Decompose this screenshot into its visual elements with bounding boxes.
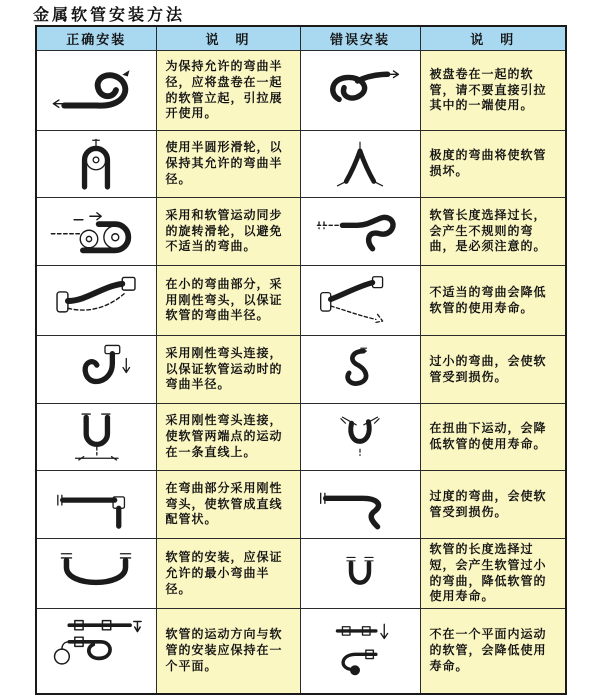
correct-image-cell bbox=[36, 336, 156, 404]
twisted-motion-icon bbox=[318, 409, 402, 465]
table-row bbox=[36, 336, 566, 404]
table-row bbox=[36, 609, 566, 694]
same-plane-motion-icon bbox=[45, 616, 147, 686]
table-row bbox=[36, 51, 566, 131]
correct-image-cell bbox=[36, 609, 156, 694]
table-row bbox=[36, 404, 566, 471]
wrong-image-cell bbox=[300, 198, 420, 266]
header-wrong-desc: 说 明 bbox=[420, 26, 566, 51]
correct-desc: 采用刚性弯头连接，以保证软管运动时的弯曲半径。 bbox=[156, 336, 300, 404]
synchronized-rotating-pulley-icon bbox=[46, 204, 146, 260]
too-small-bend-icon bbox=[320, 341, 400, 399]
page-title: 金属软管安装方法 bbox=[33, 5, 186, 24]
wrong-desc: 过小的弯曲，会使软管受到损伤。 bbox=[420, 336, 566, 404]
wrong-image-cell bbox=[300, 609, 420, 694]
minimum-bend-radius-icon bbox=[46, 547, 146, 601]
header-wrong-install: 错误安装 bbox=[300, 26, 420, 51]
inline-endpoint-motion-icon bbox=[51, 409, 141, 465]
correct-image-cell bbox=[36, 471, 156, 539]
table-row bbox=[36, 539, 566, 609]
correct-image-cell bbox=[36, 198, 156, 266]
correct-desc: 软管的运动方向与软管的安装应保持在一个平面。 bbox=[156, 609, 300, 694]
correct-desc: 采用刚性弯头连接，使软管两端点的运动在一条直线上。 bbox=[156, 404, 300, 471]
wrong-image-cell bbox=[300, 539, 420, 609]
header-correct-desc: 说 明 bbox=[156, 26, 300, 51]
extreme-bend-icon bbox=[320, 135, 400, 193]
rigid-elbow-connection-icon bbox=[51, 341, 141, 399]
straight-piping-elbow-icon bbox=[45, 479, 147, 531]
wrong-desc: 极度的弯曲将使软管损坏。 bbox=[420, 131, 566, 198]
improper-bend-icon bbox=[314, 272, 406, 330]
wrong-desc: 在扭曲下运动，会降低软管的使用寿命。 bbox=[420, 404, 566, 471]
too-short-hose-icon bbox=[322, 547, 398, 601]
correct-desc: 在小的弯曲部分，采用刚性弯头，以保证软管的弯曲半径。 bbox=[156, 266, 300, 336]
wrong-desc: 过度的弯曲，会使软管受到损伤。 bbox=[420, 471, 566, 539]
table-row bbox=[36, 131, 566, 198]
out-of-plane-motion-icon bbox=[314, 616, 406, 686]
header-correct-install: 正确安装 bbox=[36, 26, 156, 51]
table-row bbox=[36, 266, 566, 336]
wrong-image-cell bbox=[300, 404, 420, 471]
correct-desc: 为保持允许的弯曲半径，应将盘卷在一起的软管立起，引拉展开使用。 bbox=[156, 51, 300, 131]
standing-coil-unroll-icon bbox=[46, 62, 146, 120]
table-row bbox=[36, 471, 566, 539]
hose-installation-table bbox=[35, 25, 567, 695]
wrong-image-cell bbox=[300, 266, 420, 336]
table-row bbox=[36, 198, 566, 266]
irregular-bend-icon bbox=[314, 204, 406, 260]
correct-image-cell bbox=[36, 404, 156, 471]
wrong-image-cell bbox=[300, 336, 420, 404]
coil-direct-pull-icon bbox=[314, 63, 406, 119]
correct-image-cell bbox=[36, 266, 156, 336]
wrong-desc: 软管长度选择过长，会产生不规则的弯曲，是必须注意的。 bbox=[420, 198, 566, 266]
correct-image-cell bbox=[36, 51, 156, 131]
correct-image-cell bbox=[36, 131, 156, 198]
correct-desc: 软管的安装，应保证允许的最小弯曲半径。 bbox=[156, 539, 300, 609]
wrong-desc: 被盘卷在一起的软管，请不要直接引拉其中的一端使用。 bbox=[420, 51, 566, 131]
wrong-image-cell bbox=[300, 131, 420, 198]
rigid-elbow-small-bend-icon bbox=[46, 272, 146, 330]
wrong-image-cell bbox=[300, 471, 420, 539]
wrong-image-cell bbox=[300, 51, 420, 131]
table-header-row bbox=[36, 26, 566, 51]
correct-desc: 使用半圆形滑轮，以保持其允许的弯曲半径。 bbox=[156, 131, 300, 198]
semicircular-pulley-icon bbox=[51, 135, 141, 193]
wrong-desc: 不适当的弯曲会降低软管的使用寿命。 bbox=[420, 266, 566, 336]
wrong-desc: 软管的长度选择过短，会产生软管过小的弯曲，降低软管的使用寿命。 bbox=[420, 539, 566, 609]
correct-image-cell bbox=[36, 539, 156, 609]
correct-desc: 采用和软管运动同步的旋转滑轮，以避免不适当的弯曲。 bbox=[156, 198, 300, 266]
correct-desc: 在弯曲部分采用刚性弯头，使软管成直线配管状。 bbox=[156, 471, 300, 539]
wrong-desc: 不在一个平面内运动的软管，会降低使用寿命。 bbox=[420, 609, 566, 694]
excessive-bend-icon bbox=[314, 478, 406, 532]
